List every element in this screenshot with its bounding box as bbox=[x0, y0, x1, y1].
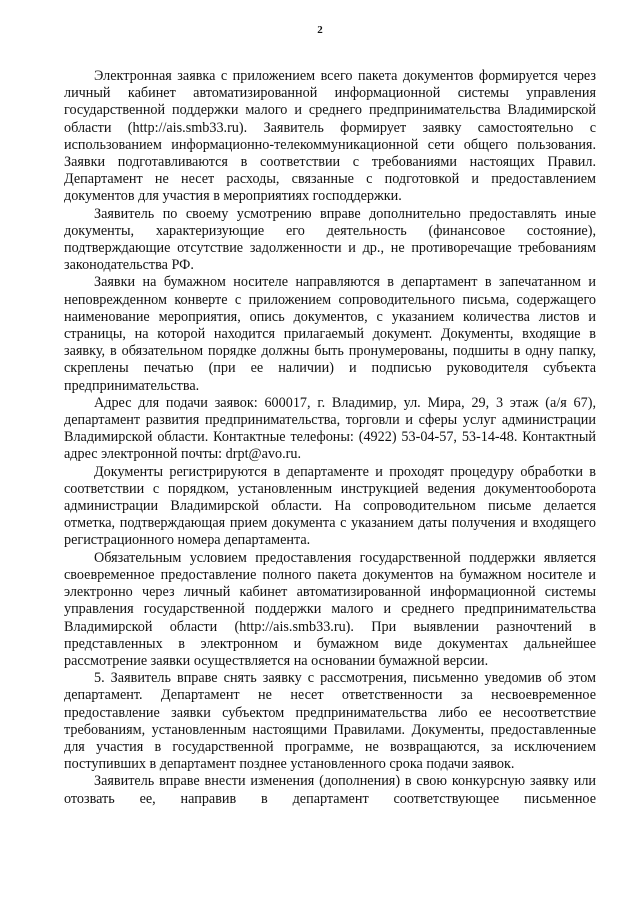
paragraph-submission-address: Адрес для подачи заявок: 600017, г. Владимир, ул. Мира, 29, 3 этаж (а/я 67), департамент развития предпринимательства, торговли и сферы услуг администрации Владимирской области. Контактные телефоны: (4922) 53-04-57, 53-14-48. Контактный адрес электронной почты: drpt@avo.ru. bbox=[64, 394, 596, 463]
paragraph-amend-application: Заявитель вправе внести изменения (дополнения) в свою конкурсную заявку или отозвать ее, направив в департамент соответствующее письменное bbox=[64, 773, 596, 807]
paragraph-electronic-application: Электронная заявка с приложением всего пакета документов формируется через личный кабинет автоматизированной информационной системы управления государственной поддержки малого и среднего предпринимательства Владимирской области (http://ais.smb33.ru). Заявитель формирует заявку самостоятельно с использованием информационно-телекоммуникационной сети общего пользования. Заявки подготавливаются в соответствии с требованиями настоящих Правил. Департамент не несет расходы, связанные с подготовкой и предоставлением документов для участия в мероприятиях господдержки. bbox=[64, 68, 596, 205]
paragraph-registration: Документы регистрируются в департаменте и проходят процедуру обработки в соответствии с порядком, установленным инструкцией ведения документооборота администрации Владимирской области. На сопроводительном письме делается отметка, подтверждающая прием документа с указанием даты получения и входящего регистрационного номера департамента. bbox=[64, 463, 596, 549]
document-body bbox=[64, 68, 596, 808]
paragraph-withdraw-application: 5. Заявитель вправе снять заявку с рассмотрения, письменно уведомив об этом департамент. Департамент не несет ответственности за несвоевременное предоставление заявки субъектом предпринимательства либо ее несоответствие требованиям, установленным настоящими Правилами. Документы, предоставленные для участия в государственной программе, не возвращаются, за исключением поступивших в департамент позднее установленного срока подачи заявок. bbox=[64, 670, 596, 773]
paragraph-additional-documents: Заявитель по своему усмотрению вправе дополнительно предоставлять иные документы, характеризующие его деятельность (финансовое состояние), подтверждающие отсутствие задолженности и др., не противоречащие требованиям законодательства РФ. bbox=[64, 205, 596, 274]
paragraph-paper-applications: Заявки на бумажном носителе направляются в департамент в запечатанном и неповрежденном конверте с приложением сопроводительного письма, содержащего наименование мероприятия, опись документов, с указанием количества листов и страницы, на которой находится прилагаемый документ. Документы, входящие в заявку, в обязательном порядке должны быть пронумерованы, подшиты в одну папку, скреплены печатью (при ее наличии) и подписью руководителя субъекта предпринимательства. bbox=[64, 274, 596, 394]
page-number: 2 bbox=[317, 24, 323, 36]
paragraph-mandatory-condition: Обязательным условием предоставления государственной поддержки является своевременное предоставление полного пакета документов на бумажном носителе и электронно через личный кабинет автоматизированной информационной системы управления государственной поддержки малого и среднего предпринимательства Владимирской области (http://ais.smb33.ru). При выявлении разночтений в представленных в электронном и бумажном виде документах дальнейшее рассмотрение заявки осуществляется на основании бумажной версии. bbox=[64, 549, 596, 669]
